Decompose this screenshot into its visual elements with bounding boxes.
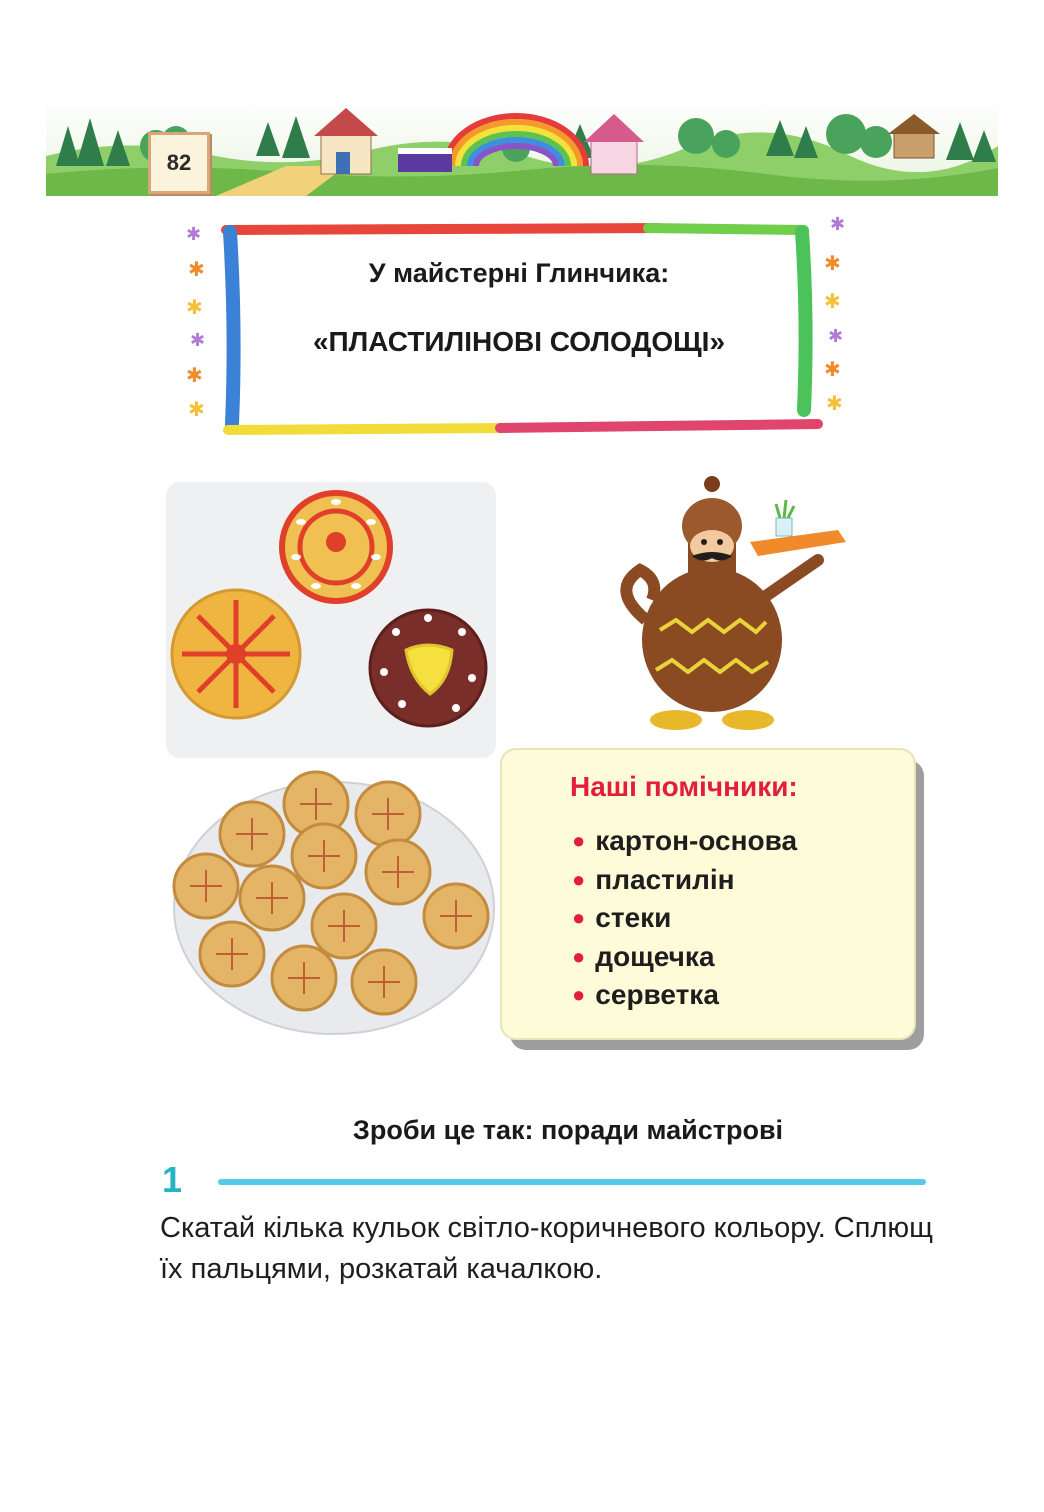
list-item: ● картон-основа [572,825,798,856]
plasticine-cookies-photo [166,482,496,758]
step-divider [218,1179,926,1185]
page-number: 82 [166,150,192,175]
svg-text:✱: ✱ [186,297,203,319]
lesson-title: «ПЛАСТИЛІНОВІ СОЛОДОЩІ» [312,326,726,357]
list-item: ● стеки [572,902,672,933]
flower-icon [186,224,205,421]
bullet-icon: ● [572,828,586,853]
step-number: 1 [162,1159,183,1200]
flower-icon [824,214,845,415]
helpers-list [572,822,797,1015]
list-item: ● серветка [572,979,719,1010]
instructions-heading: Зроби це так: поради майстрові [352,1115,784,1145]
helpers-title: Наші помічники: [570,771,798,802]
list-item: ● дощечка [572,940,715,972]
bullet-icon: ● [572,982,586,1007]
bullet-icon: ● [572,943,586,969]
workshop-subtitle: У майстерні Глинчика: [368,258,670,288]
step-text: Скатай кілька кульок світло-коричневого кольору. Сплющ їх пальцями, розкатай качалкою. [160,1212,933,1285]
bullet-icon: ● [572,866,586,892]
svg-text:✱: ✱ [190,330,206,350]
svg-text:✱: ✱ [186,365,203,387]
svg-text:✱: ✱ [828,326,844,346]
page-number-badge [148,132,210,194]
svg-text:✱: ✱ [186,224,202,244]
svg-text:✱: ✱ [824,359,841,381]
list-item: ● пластилін [572,863,735,895]
svg-text:✱: ✱ [188,399,205,421]
svg-text:✱: ✱ [188,259,205,281]
svg-text:✱: ✱ [824,253,841,275]
svg-text:✱: ✱ [830,214,846,234]
clay-jug-character [600,470,860,742]
cookies-plate-photo [166,768,496,1046]
bullet-icon: ● [572,905,586,930]
svg-text:✱: ✱ [824,291,841,313]
svg-text:✱: ✱ [826,393,843,415]
